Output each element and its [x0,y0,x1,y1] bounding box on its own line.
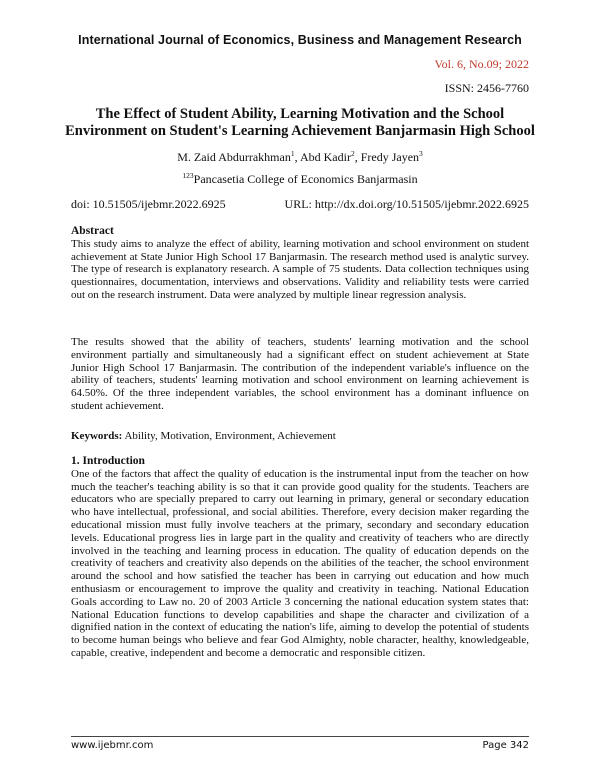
affiliation-number: 123 [182,171,194,180]
footer-divider [71,736,529,737]
doi-url[interactable]: URL: http://dx.doi.org/10.51505/ijebmr.2022.6925 [284,197,529,211]
author-name: Abd Kadir [299,150,351,164]
abstract-paragraph-1: This study aims to analyze the effect of ability, learning motivation and school environment on student achievement at State Junior High School 17 Banjarmasin. The research method used is analytic survey. The type of research is explanatory research. A sample of 75 students. Data collection techniques using questionnaires, documentation, interviews and observations. Validity and reliability tests were carried out on the research instrument. Data were analyzed by multiple linear regression analysis. [71,237,529,301]
volume-number: Vol. 6, No.09; 2022 [434,57,529,71]
keywords-text: Ability, Motivation, Environment, Achievement [124,430,336,442]
issn: ISSN: 2456-7760 [444,81,529,95]
introduction-body: One of the factors that affect the quality of education is the instrumental input from the teacher on how much the teacher's teaching ability is so that it can provide good quality for the students. Teachers are educators who are specially prepared to carry out learning in primary, general or secondary education who have intellectual, professional, and social abilities. Therefore, every decision maker regarding the educational mission must fully involve teachers at the primary, secondary and secondary education levels. Educational progress lies in large part in the quality and creativity of teachers who are directly involved in the teaching and learning process in education. The quality of education depends on the creativity of teachers and creativity also depends on the abilities of the teacher, the school environment around the school and how satisfied the teacher has been in carrying out education and how much enthusiasm or encouragement to improve the quality and creativity in teaching. National Education Goals according to Law no. 20 of 2003 Article 3 concerning the national education system states that: National Education functions to develop capabilities and shape the character and civilization of a dignified nation in the context of educating the nation's life, aiming to develop the potential of students to become human beings who believe and fear God Almighty, noble character, healthy, knowledgeable, capable, creative, independent and become a democratic and responsible citizen. [71,467,529,659]
doi: doi: 10.51505/ijebmr.2022.6925 [71,197,226,211]
footer-page-number: Page 342 [482,740,529,751]
author-list: M. Zaid Abdurrakhman$^1$, Abd Kadir$^2$, Fredy Jayen$^3$ [177,149,423,164]
author-name: M. Zaid Abdurrakhman [177,150,291,164]
affiliation [0,172,600,187]
keywords [71,430,529,443]
journal-name: International Journal of Economics, Business and Management Research [78,33,522,47]
keywords-label: Keywords: [71,430,123,442]
author-affiliation-number: 3 [419,149,423,158]
author-affiliation-number: 1 [290,149,295,158]
author-affiliation-number: 2 [350,149,355,158]
abstract-paragraph-2: The results showed that the ability of teachers, students' learning motivation and the school environment partially and simultaneously had a significant effect on student achievement at State Junior High School 17 Banjarmasin. The contribution of the independent variable's influence on the ability of teachers, students' learning motivation and school environment on learning achievement is 64.50%. Of the three independent variables, the school environment has a dominant influence on student achievement. [71,336,529,412]
paper-title: The Effect of Student Ability, Learning Motivation and the School Environment on Student's Learning Achievement Banjarmasin High School [65,106,535,139]
abstract-heading: Abstract [71,225,114,237]
author-name: Fredy Jayen [360,150,420,164]
introduction-section [71,455,529,660]
abstract-section [71,225,529,302]
doi-row [71,197,529,212]
footer-website[interactable]: www.ijebmr.com [71,740,154,751]
affiliation-text: Pancasetia College of Economics Banjarmasin [193,172,418,186]
introduction-heading: 1. Introduction [71,455,145,467]
